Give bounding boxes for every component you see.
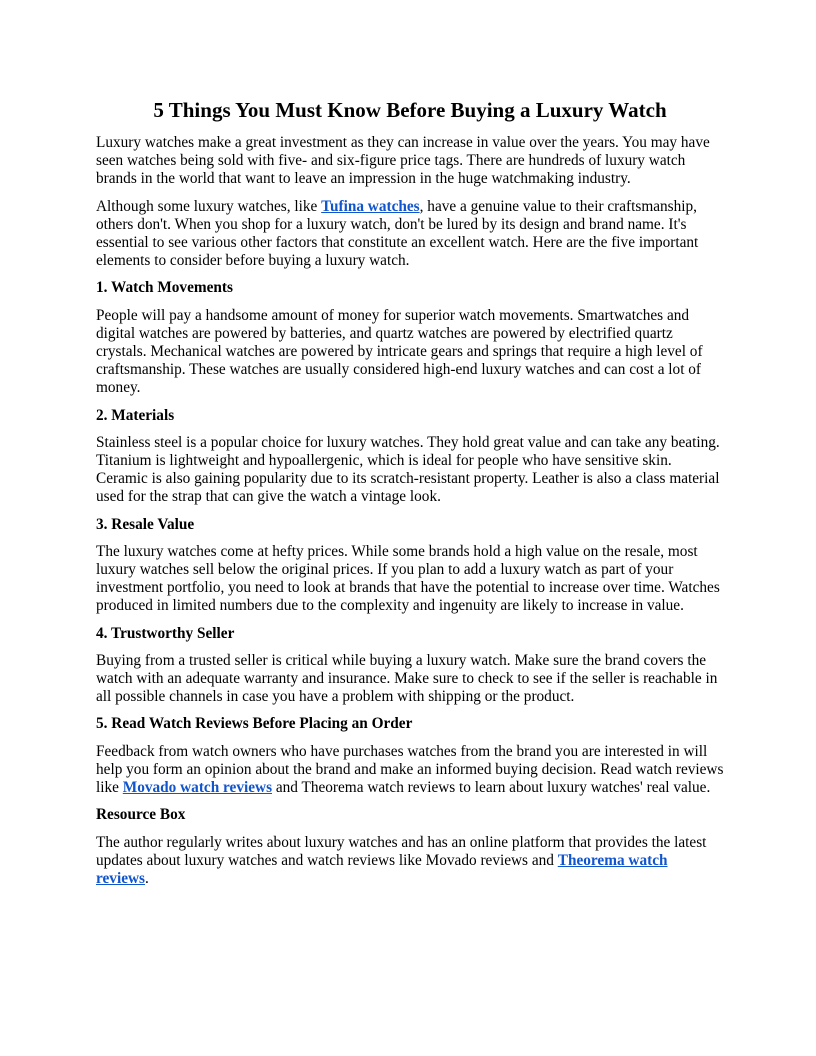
tufina-watches-link[interactable]: Tufina watches (321, 197, 420, 215)
reviews-text-after: and Theorema watch reviews to learn about luxury watches' real value. (272, 779, 711, 797)
intro-text-after: , have a genuine value to their craftsmanship, others don't. When you shop for a luxury watch, don't be lured by its design and brand name. It's essential to see various other factors that constitute an excellent watch. Here are the five important elements to consider before buying a luxury watch. (96, 197, 699, 270)
document-page (96, 98, 724, 897)
section-heading-seller: 4. Trustworthy Seller (96, 624, 235, 642)
section-heading-materials: 2. Materials (96, 406, 175, 424)
section-heading-movements: 1. Watch Movements (96, 279, 233, 297)
reviews-text-before: Feedback from watch owners who have purchases watches from the brand you are interested in will help you form an opinion about the brand and make an informed buying decision. Read watch reviews like (96, 742, 724, 797)
movado-reviews-link[interactable]: Movado watch reviews (122, 779, 273, 797)
section-body-resale: The luxury watches come at hefty prices. While some brands hold a high value on the resale, most luxury watches sell below the original prices. If you plan to add a luxury watch as part of your investment portfolio, you need to look at brands that have the potential to increase over time. Watches produced in limited numbers due to the complexity and ingenuity are likely to increase in value. (96, 542, 720, 615)
section-body-movements: People will pay a handsome amount of money for superior watch movements. Smartwatches and digital watches are powered by batteries, and quartz watches are powered by electrified quartz crystals. Mechanical watches are powered by intricate gears and springs that require a high level of craftsmanship. These watches are usually considered high-end luxury watches and can cost a lot of money. (96, 306, 703, 397)
section-heading-resale: 3. Resale Value (96, 515, 195, 533)
page-title: 5 Things You Must Know Before Buying a Luxury Watch (153, 98, 667, 122)
intro-paragraph-2 (96, 198, 724, 271)
resource-text-after: . (145, 869, 149, 887)
resource-box-body (96, 834, 724, 889)
resource-box-heading: Resource Box (96, 806, 186, 824)
section-body-seller: Buying from a trusted seller is critical while buying a luxury watch. Make sure the brand covers the watch with an adequate warranty and insurance. Make sure to check to see if the seller is reachable in all possible channels in case you have a problem with shipping or the product. (96, 651, 718, 706)
section-body-materials: Stainless steel is a popular choice for luxury watches. They hold great value and can take any beating. Titanium is lightweight and hypoallergenic, which is ideal for people who have sensitive skin. Ceramic is also gaining popularity due to its scratch-resistant property. Leather is also a class material used for the strap that can give the watch a vintage look. (96, 433, 720, 506)
theorema-reviews-link[interactable]: Theorema watch reviews (96, 851, 668, 887)
resource-text-before: The author regularly writes about luxury watches and has an online platform that provides the latest updates about luxury watches and watch reviews like Movado reviews and (96, 833, 707, 869)
intro-text-before: Although some luxury watches, like (96, 197, 322, 215)
intro-paragraph-1: Luxury watches make a great investment as they can increase in value over the years. You may have seen watches being sold with five- and six-figure price tags. There are hundreds of luxury watch brands in the world that want to leave an impression in the huge watchmaking industry. (96, 134, 710, 188)
section-body-reviews (96, 743, 724, 798)
section-heading-reviews: 5. Read Watch Reviews Before Placing an Order (96, 715, 413, 733)
